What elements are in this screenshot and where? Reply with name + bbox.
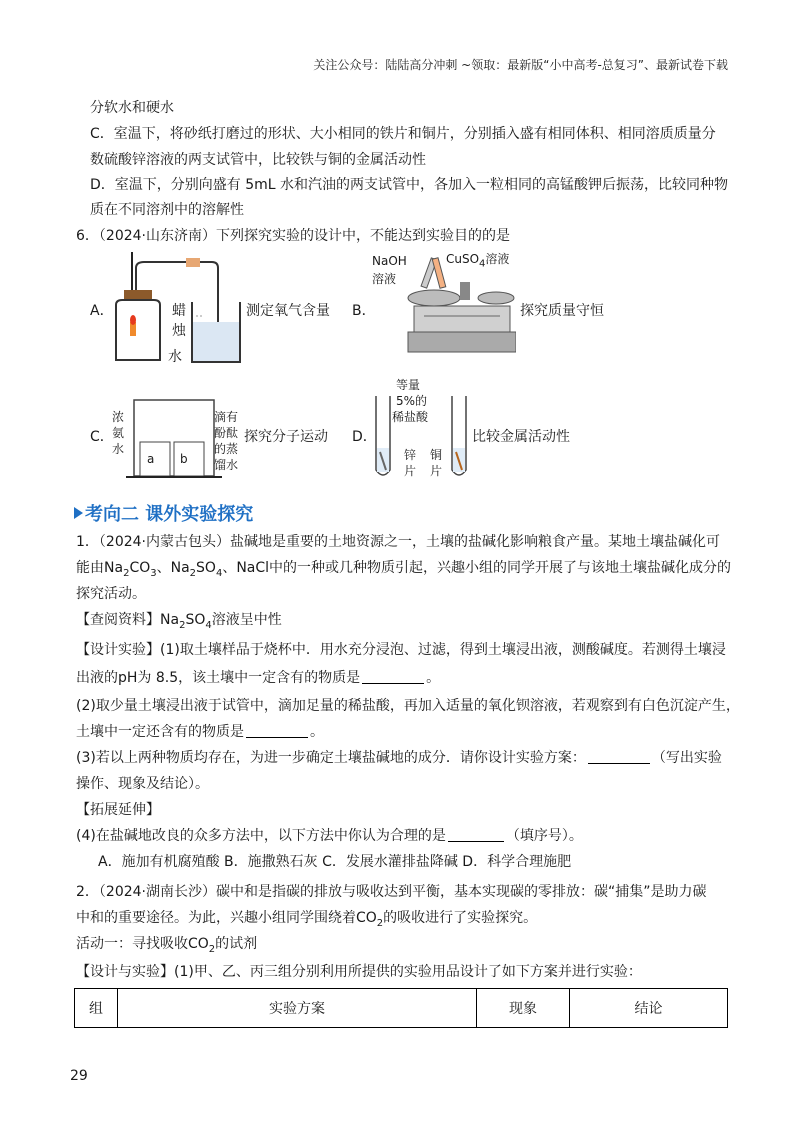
answer-blank[interactable] [448,827,504,842]
fig-d-top3: 稀盐酸 [392,410,429,424]
fig-a-lab1: 蜡 [172,303,186,319]
q1-line3: 探究活动。 [76,586,146,602]
option-c-line1: C．室温下，将砂纸打磨过的形状、大小相同的铁片和铜片，分别插入盛有相同体积、相同溶质质量分 [90,126,716,142]
fig-a-desc: 测定氧气含量 [246,303,330,319]
fig-c-r1: 滴有 [214,410,239,424]
fig-d-desc: 比较金属活动性 [472,429,570,445]
fig-d-top2: 5%的 [396,394,428,408]
q2-line2: 中和的重要途径。为此，兴趣小组同学围绕着$CO_2$的吸收进行了实验探究。 [76,910,538,929]
q2-activity: 活动一：寻找吸收$CO_2$的试剂 [76,936,258,955]
table-header-row [75,989,728,1028]
fig-c-left3: 水 [112,442,125,456]
q1-design-2: 出液的pH为 8.5，该土壤中一定含有的物质是 。 [76,670,441,686]
table-header-conclusion: 结论 [570,989,728,1028]
fig-a-label: A． [90,303,114,319]
fig-b-balance [404,256,516,366]
fig-c-r3: 的蒸 [214,442,239,456]
fig-d-zn2: 片 [404,464,417,478]
fig-c-r2: 酚酞 [214,426,239,440]
answer-blank[interactable] [588,749,650,764]
triangle-icon [74,507,83,519]
fig-c-beakers [124,394,224,484]
answer-blank[interactable] [362,669,424,684]
q1-options: A．施加有机腐殖酸 B．施撒熟石灰 C．发展水灌排盐降碱 D．科学合理施肥 [98,854,572,870]
fig-a-lab3: 水 [168,349,182,365]
fig-d-label: D． [352,429,377,445]
q2-line1: 2．（2024·湖南长沙）碳中和是指碳的排放与吸收达到平衡，基本实现碳的零排放：碳“捕集”是助力碳 [76,884,707,900]
q1-extension: 【拓展延伸】 [76,802,160,818]
fig-d-cu2: 片 [430,464,443,478]
q1-design-4: 土壤中一定还含有的物质是 。 [76,724,324,740]
fig-b-naoh2: 溶液 [372,272,397,286]
answer-blank[interactable] [246,723,308,738]
table-header-plan: 实验方案 [118,989,477,1028]
q1-design-5: (3)若以上两种物质均存在，为进一步确定土壤盐碱地的成分．请你设计实验方案： （写出实验 [76,750,722,766]
fig-c-label: C． [90,429,114,445]
table-header-group: 组 [75,989,118,1028]
option-c-line2: 数硫酸锌溶液的两支试管中，比较铁与铜的金属活动性 [90,152,426,168]
fig-b-desc: 探究质量守恒 [520,303,604,319]
q2-design: 【设计与实验】(1)甲、乙、丙三组分别利用所提供的实验用品设计了如下方案并进行实验： [76,964,642,980]
q1-info: 【查阅资料】$Na_2SO_4$溶液呈中性 [76,612,282,631]
fig-b-naoh1: NaOH [372,254,407,268]
fig-c-desc: 探究分子运动 [244,429,328,445]
section-title: 考向二 课外实验探究 [74,500,253,526]
table-header-phenomenon: 现象 [477,989,570,1028]
fig-d-cu1: 铜 [430,448,443,462]
fig-c-left2: 氨 [112,426,125,440]
fig-d-top1: 等量 [396,378,421,392]
page-number: 29 [70,1068,88,1084]
q1-design-1: 【设计实验】(1)取土壤样品于烧杯中．用水充分浸泡、过滤，得到土壤浸出液，测酸碱度。若测得土壤浸 [76,642,726,658]
option-d-line1: D．室温下，分别向盛有 5mL 水和汽油的两支试管中，各加入一粒相同的高锰酸钾后振荡，比较同种物 [90,177,729,193]
text-line: 分软水和硬水 [90,100,174,116]
option-d-line2: 质在不同溶剂中的溶解性 [90,202,244,218]
fig-a-lab2: 烛 [172,323,186,339]
q1-line2: 能由$Na_2CO_3$、$Na_2SO_4$、NaCl中的一种或几种物质引起，兴趣小组的同学开展了与该地土壤盐碱化成分的 [76,560,732,579]
fig-c-b: b [180,452,188,466]
experiment-table [74,988,728,1028]
q1-design-3: (2)取少量土壤浸出液于试管中，滴加足量的稀盐酸，再加入适量的氧化钡溶液，若观察到有白色沉淀产生， [76,698,740,714]
fig-d-zn1: 锌 [404,448,417,462]
fig-c-left1: 浓 [112,410,125,424]
page-header: 关注公众号：陆陆高分冲刺 ~领取：最新版“小中高考-总复习”、最新试卷下载 [313,58,728,72]
q1-line1: 1．（2024·内蒙古包头）盐碱地是重要的土地资源之一，土壤的盐碱化影响粮食产量。某地土壤盐碱化可 [76,534,720,550]
fig-c-r4: 馏水 [214,458,239,472]
fig-b-cuso4: CuSO$_4$溶液 [446,252,510,270]
fig-d-tubes [366,392,476,484]
fig-c-a: a [147,452,155,466]
fig-b-label: B． [352,303,376,319]
q1-design-7: (4)在盐碱地改良的众多方法中，以下方法中你认为合理的是 （填序号）。 [76,828,583,844]
q6-stem: 6．（2024·山东济南）下列探究实验的设计中，不能达到实验目的的是 [76,228,510,244]
q1-design-6: 操作、现象及结论）。 [76,776,209,792]
